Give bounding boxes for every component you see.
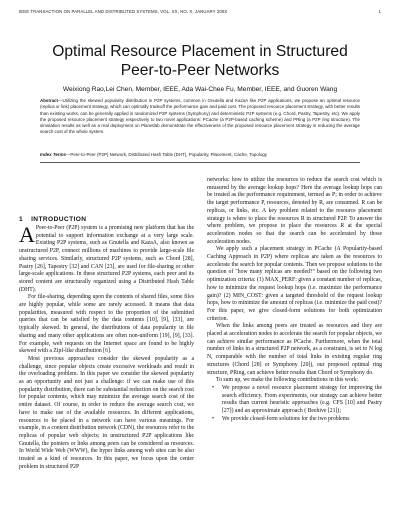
header-divider (40, 162, 360, 163)
running-head-text: IEEE TRANSACTION ON PARALLEL AND DISTRIBUTED SYSTEMS, VOL. XX, NO. X, JANUARY 200X (19, 9, 228, 14)
intro-paragraph-4: networks: how to utilize the resources to reduce the search cost which is measured by the average lookup hops? Here the average lookup hops can be treated as the performance requirement, termed as P; in order to achieve the target performance P, resources, denoted by R, are consumed. R can be replicas, or links, etc. A key problem related to the resource placement strategy is where to place the resources R in structured P2P. To answer the where problem, we propose to place the resources R at the special acceleration nodes so that the search can be accelerated by those acceleration nodes. (207, 177, 382, 245)
section-title: INTRODUCTION (31, 216, 87, 223)
intro-paragraph-5: We apply such a placement strategy in PCache (A Popularity-based Caching Approach in P2P) where replicas are taken as the resources to accelerate the search for popular contents. Then we propose solutions to the question of "how many replicas are needed?" based on the following two optimization criteria: (1) MAX_PERF: given a constant number of replicas, how to minimize the request lookup hops (i.e. maximize the performance gain)? (2) MIN_COST: given a targeted threshold of the request lookup hops, how to minimize the amount of replicas (i.e. minimize the paid cost)? For this paper, we give closed-form solutions for both optimization criterion. (207, 246, 382, 322)
drop-cap: A (19, 222, 35, 247)
abstract (40, 98, 360, 136)
intro-paragraph-7: To sum up, we make the following contributions in this work: (216, 377, 359, 384)
section-number: 1 (19, 216, 24, 223)
left-column (19, 222, 194, 472)
contribution-list (207, 385, 382, 424)
index-terms-text: —Peer-to-Peer (P2P) Network, Distributed Hash Table (DHT), Popularity, Placement, Cache, Topology (65, 152, 267, 157)
contribution-item-2: • We provide closed-form solutions for the two problems (207, 416, 382, 424)
author-list: Weixiong Rao,Lei Chen, Member, IEEE, Ada Wai-Chee Fu, Member, IEEE, and Guoren Wang (62, 86, 338, 93)
index-terms (40, 152, 360, 158)
running-head (19, 9, 381, 14)
intro-paragraph-6: When the links among peers are treated as resources and they are placed at acceleration nodes to accelerate the search for popular objects, we can achieve similar performance as PCache. Furthermore, when the total number of links in a structured P2P network, as a constraint, is set to N log N, comparable with the number of total links in existing regular ring structures (Chord [28] or Symphony [20]), our proposed optimal ring structure, PRing, can achieve better results than Chord or Symphony do. (207, 323, 382, 376)
contribution-item-1: • We propose a novel resource placement strategy for improving the search efficiency. From experiments, our strategy can achieve better results than current heuristic approaches (e.g. CFS [10] and Pastry [27]) and an approximate approach ( Beehive [21]); (207, 385, 382, 416)
intro-paragraph-1-text: Peer-to-Peer (P2P) system is a promising new platform that has the potential to support information exchange at a very large scale. Existing P2P systems, such as Gnutella and KazaA, also known as unstructured P2P, connect millions of machines to provide large-scale file sharing services. Similarly, structured P2P systems, such as Chord [28], Pastry [26], Tapestry [32] and CAN [23], are used for file-sharing or other large-scale applications. In these structured P2P systems, each peer and its stored content are structurally organized using a Distributed Hash Table (DHT). (19, 225, 194, 293)
intro-paragraph-1 (19, 222, 194, 294)
index-terms-label: Index Terms (40, 152, 66, 157)
page-number: 1 (378, 9, 381, 14)
title-line-2: Peer-to-Peer Networks (120, 62, 280, 79)
abstract-text: —Utilizing the skewed popularity distribution in P2P systems, common in Gnutella and KazaA like P2P applications, we propose an optimal resource (replica or link) placement strategy, which can optimally tradeoff the performance gain and paid cost. The proposed resource placement strategy, with better results than existing works, can be generally applied in randomized P2P systems (Symphony) and deterministic P2P systems (e.g. Chord, Pastry, Tapestry, etc). We apply the proposed resource placement strategy respectively to two novel applications: PCache (a P2P-based caching scheme) and PRing (a P2P ring structure). The simulation results as well as a real deployment on Planetlab demonstrate the effectiveness of the proposed resource placement strategy in reducing the average search cost of the whole system. (40, 98, 360, 135)
paper-title (0, 42, 400, 80)
intro-paragraph-2: For file-sharing, depending upon the contents of shared files, some files are highly popular, while some are rarely accessed. It means that data popularities, measured with respect to the proportion of the submitted queries that can be satisfied by the data contents [10], [9], [33], are typically skewed. In general, the distributions of data popularity in file sharing and many other applications are often non-uniform [19], [9], [33]. For example, web requests on the Internet space are found to be highly skewed with a Zipf-like distribution [6]. (19, 294, 194, 355)
intro-paragraph-3: Most previous approaches consider the skewed popularity as a challenge, since popular objects create excessive workloads and result in the overloading problem. In this paper we consider the skewed popularity as an opportunity and not just a challenge: if we can make use of this popularity distribution, there can be substantial reduction on the search cost for popular contents, which may minimize the average search cost of the entire dataset. Of course, in order to reduce the average search cost, we have to make use of the available resources. In different applications, resources to be placed in a network can have various meanings. For example, in a content distribution network (CDN), the resources refer to the replicas of popular web objects; in unstructured P2P applications like Gnutella, the pointers or links among peers can be considered as resources. In World Wide Web (WWW), the hyper links among web sites can be also treated as a kind of resources. In this paper, we focus upon the center problem in structured P2P (19, 355, 194, 470)
title-line-1: Optimal Resource Placement in Structured (52, 43, 348, 60)
abstract-label: Abstract (40, 98, 59, 103)
right-column (207, 177, 382, 424)
